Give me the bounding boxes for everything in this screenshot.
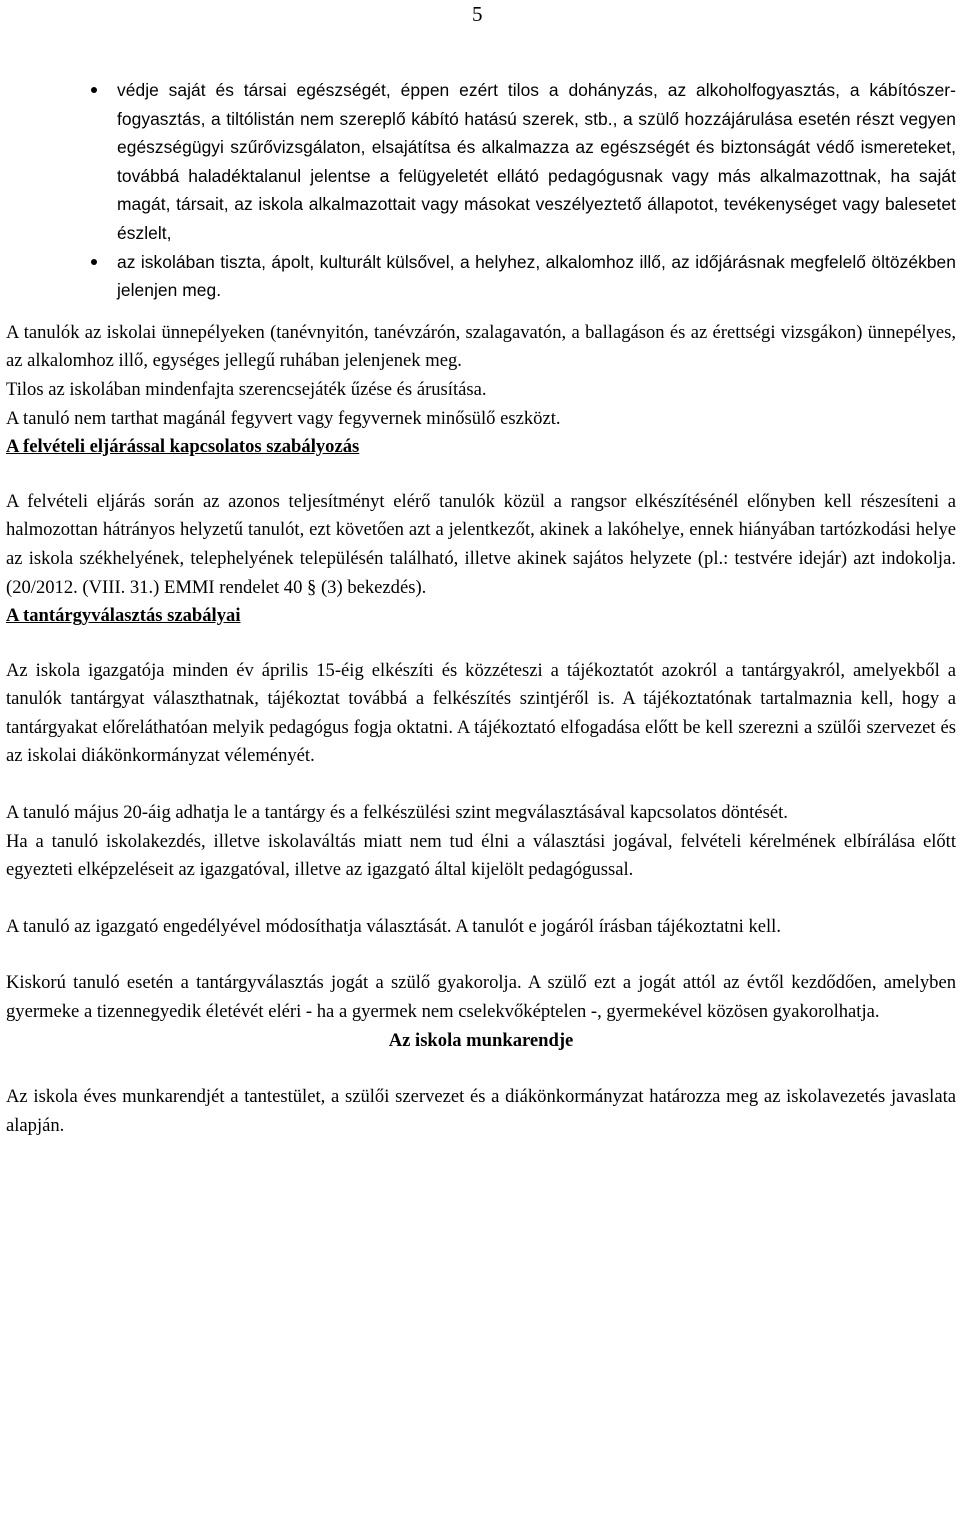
list-item: az iskolában tiszta, ápolt, kulturált külsővel, a helyhez, alkalomhoz illő, az időjárásnak megfelelő öltözékben jelenjen meg. <box>6 248 956 305</box>
document-body <box>6 76 956 1140</box>
list-item: védje saját és társai egészségét, éppen ezért tilos a dohányzás, az alkoholfogyasztás, a kábítószer-fogyasztás, a tiltólistán nem szereplő kábító hatású szerek, stb., a szülő hozzájárulása esetén részt vegyen egészségügyi szűrővizsgálaton, elsajátítsa és alkalmazza az egészségét és biztonságát védő ismereteket, továbbá haladéktalanul jelentse a felügyeletét ellátó pedagógusnak vagy más alkalmazottnak, ha saját magát, társait, az iskola alkalmazottait vagy másokat veszélyeztető állapotot, tevékenységet vagy balesetet észlelt, <box>6 76 956 248</box>
paragraph-subjects-info: Az iskola igazgatója minden év április 15-éig elkészíti és közzéteszi a tájékoztatót azokról a tantárgyakról, amelyekből a tanulók tantárgyat választhatnak, tájékoztat továbbá a felkészítés szintjéről is. A tájékoztatónak tartalmaznia kell, hogy a tantárgyakat előreláthatóan melyik pedagógus fogja oktatni. A tájékoztató elfogadása előtt be kell szerezni a szülői szervezet és az iskolai diákönkormányzat véleményét. <box>6 659 956 767</box>
paragraph-subjects-deadline: A tanuló május 20-áig adhatja le a tantárgy és a felkészülési szint megválasztásával kapcsolatos döntését. <box>6 802 788 824</box>
section-heading-admission: A felvételi eljárással kapcsolatos szabályozás <box>6 436 360 458</box>
page-number: 5 <box>472 2 483 26</box>
paragraph-minor-student: Kiskorú tanuló esetén a tantárgyválasztás jogát a szülő gyakorolja. A szülő ezt a jogát attól az évtől kezdődően, amelyben gyermeke a tizennegyedik életévét eléri - ha a gyermek nem cselekvőképtelen -, gyermekével közösen gyakorolhatja. <box>6 972 956 1023</box>
paragraph-ceremony-dress: A tanulók az iskolai ünnepélyeken (tanévnyitón, tanévzárón, szalagavatón, a ballagáson és az érettségi vizsgákon) ünnepélyes, az alkalomhoz illő, egységes jellegű ruhában jelenjenek meg. <box>6 321 956 372</box>
paragraph-admission: A felvételi eljárás során az azonos teljesítményt elérő tanulók közül a rangsor elkészítésénél előnyben kell részesíteni a halmozottan hátrányos helyzetű tanulót, ezt követően azt a jelentkezőt, akinek a lakóhelye, ennek hiányában tartózkodási helye az iskola székhelyének, telephelyének településén található, illetve akinek sajátos helyzete (pl.: testvére idejár) azt indokolja. (20/2012. (VIII. 31.) EMMI rendelet 40 § (3) bekezdés). <box>6 490 956 598</box>
bullet-list <box>6 76 956 305</box>
section-heading-schedule: Az iskola munkarendje <box>388 1029 574 1051</box>
paragraph-gambling-ban: Tilos az iskolában mindenfajta szerencsejáték űzése és árusítása. <box>6 378 487 400</box>
paragraph-modification: A tanuló az igazgató engedélyével módosíthatja választását. A tanulót e jogáról írásban tájékoztatni kell. <box>6 915 781 937</box>
paragraph-schedule: Az iskola éves munkarendjét a tantestület, a szülői szervezet és a diákönkormányzat határozza meg az iskolavezetés javaslata alapján. <box>6 1086 956 1136</box>
paragraph-school-change: Ha a tanuló iskolakezdés, illetve iskolaváltás miatt nem tud élni a választási jogával, felvételi kérelmének elbírálása előtt egyezteti elképzeléseit az igazgatóval, illetve az igazgató által kijelölt pedagógussal. <box>6 830 956 881</box>
paragraph-weapons-ban: A tanuló nem tarthat magánál fegyvert vagy fegyvernek minősülő eszközt. <box>6 407 561 429</box>
section-heading-subjects: A tantárgyválasztás szabályai <box>6 605 241 627</box>
